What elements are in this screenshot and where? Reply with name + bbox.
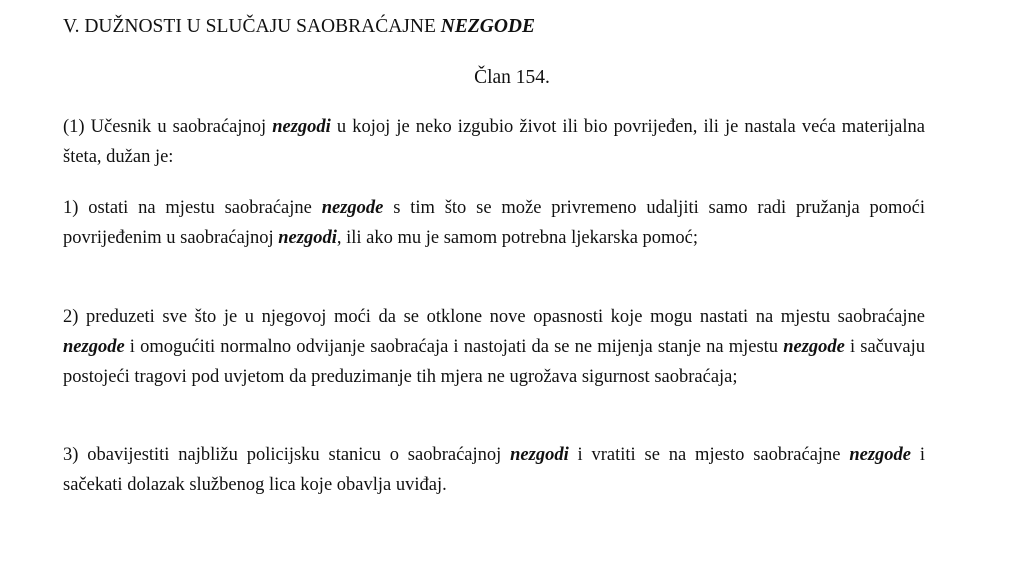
paragraph-text: i sačuvaju postojeći tragovi pod uvjetom da preduzimanje tih mjera ne ugrožava sigurnost saobraćaja;: [63, 337, 925, 387]
section-heading: [63, 13, 535, 41]
paragraph-text: i sačekati dolazak službenog lica koje obavlja uviđaj.: [63, 445, 925, 495]
emphasized-term: nezgodi: [510, 445, 569, 465]
paragraph-text: i vratiti se na mjesto saobraćajne: [568, 445, 850, 465]
article-title: Član 154.: [474, 67, 550, 88]
emphasized-term: nezgode: [783, 337, 845, 357]
emphasized-term: nezgode: [321, 198, 384, 218]
paragraph-text: i omogućiti normalno odvijanje saobraćaja i nastojati da se ne mijenja stanje na mjestu: [124, 337, 784, 357]
paragraph-2: [63, 193, 925, 253]
paragraph-3: [63, 302, 925, 392]
paragraph-text: 3) obavijestiti najbližu policijsku stanicu o saobraćajnoj: [63, 445, 511, 465]
section-heading-text: V. DUŽNOSTI U SLUČAJU SAOBRAĆAJNE: [63, 16, 441, 37]
paragraph-text: s tim što se može privremeno udaljiti samo radi pružanja pomoći povrijeđenim u saobraćajnoj: [63, 198, 926, 248]
paragraph-text: , ili ako mu je samom potrebna ljekarska pomoć;: [336, 228, 699, 248]
paragraph-1: [63, 112, 925, 172]
emphasized-term: nezgodi: [272, 117, 331, 137]
emphasized-term: nezgodi: [278, 228, 337, 248]
paragraph-text: u kojoj je neko izgubio život ili bio povrijeđen, ili je nastala veća materijalna šteta, dužan je:: [63, 117, 925, 167]
paragraph-text: (1) Učesnik u saobraćajnoj: [63, 117, 273, 137]
paragraph-4: [63, 440, 925, 500]
section-heading-emphasis: NEZGODE: [440, 16, 536, 37]
paragraph-text: 1) ostati na mjestu saobraćajne: [63, 198, 322, 218]
emphasized-term: nezgode: [63, 337, 125, 357]
paragraph-text: 2) preduzeti sve što je u njegovoj moći da se otklone nove opasnosti koje mogu nastati na mjestu saobraćajne: [63, 307, 925, 327]
emphasized-term: nezgode: [849, 445, 912, 465]
